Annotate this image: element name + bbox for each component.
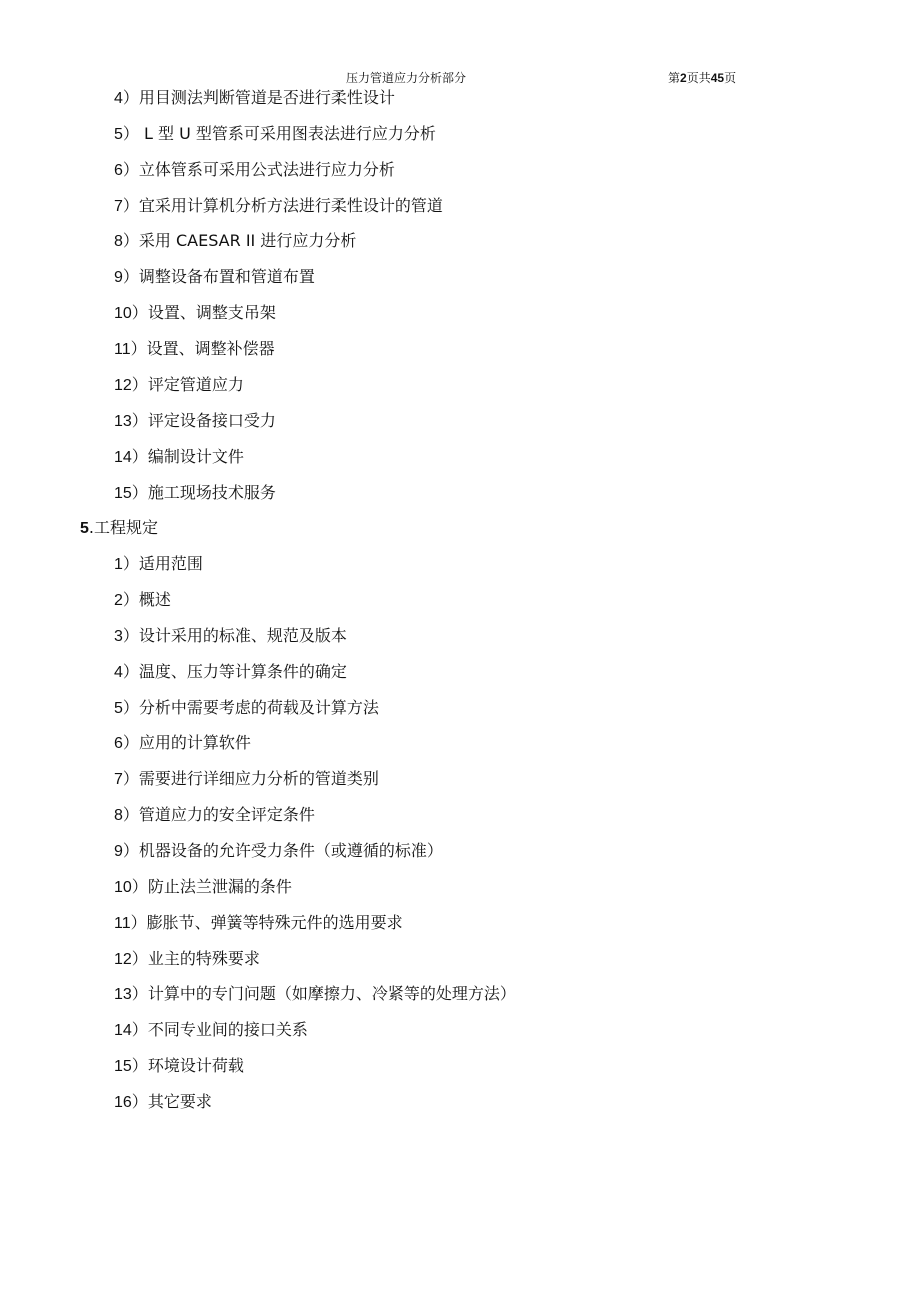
item-text: 用目测法判断管道是否进行柔性设计 [138,88,395,107]
item-number: 10） [114,879,148,896]
item-text: 不同专业间的接口关系 [147,1020,308,1039]
item-number: 9） [114,843,139,860]
list-item [114,483,276,504]
item-number: 11） [114,915,147,932]
item-text: 膨胀节、弹簧等特殊元件的选用要求 [146,913,403,932]
list-item [114,590,171,611]
item-text: 分析中需要考虑的荷载及计算方法 [138,698,379,717]
list-item [114,447,244,468]
item-number: 13） [114,413,148,430]
item-text: 概述 [138,590,171,609]
page-middle: 页共 [686,71,711,85]
item-number: 9） [114,269,139,286]
item-number: 2） [114,592,139,609]
list-item [114,626,347,647]
item-number: 10） [114,305,148,322]
item-text: 设置、调整补偿器 [146,339,275,358]
item-text: 宜采用计算机分析方法进行柔性设计的管道 [138,196,443,215]
list-item [114,160,395,181]
item-text: 温度、压力等计算条件的确定 [138,662,347,681]
item-text: 业主的特殊要求 [147,949,260,968]
list-item [114,124,436,145]
item-text: 评定设备接口受力 [147,411,276,430]
item-text: 防止法兰泄漏的条件 [147,877,292,896]
list-item [114,841,443,862]
item-number: 6） [114,162,139,179]
item-number: 3） [114,628,139,645]
page-total: 45 [710,71,725,85]
list-item [114,339,275,360]
list-item [114,769,379,790]
item-number: 13） [114,986,148,1003]
item-number: 7） [114,771,139,788]
item-number: 15） [114,1058,148,1075]
item-number: 12） [114,377,148,394]
item-number: 14） [114,449,148,466]
list-item [114,88,395,109]
list-item [114,1092,212,1113]
item-number: 5） [114,700,139,717]
item-number: 12） [114,951,148,968]
page-prefix: 第 [668,71,681,85]
item-text: 设置、调整支吊架 [147,303,276,322]
item-number: 4） [114,90,139,107]
list-item [114,411,276,432]
item-text: 设计采用的标准、规范及版本 [138,626,347,645]
list-item [114,984,516,1005]
section-title: .工程规定 [88,518,158,537]
list-item [114,267,315,288]
section-heading [80,518,158,539]
list-item [114,554,203,575]
section-number: 5 [80,520,89,537]
item-number: 5） [114,126,139,143]
item-number: 4） [114,664,139,681]
list-item [114,375,244,396]
page-header [0,69,920,87]
list-item [114,662,347,683]
item-text: 立体管系可采用公式法进行应力分析 [138,160,395,179]
list-item [114,196,443,217]
list-item [114,698,379,719]
list-item [114,733,251,754]
list-item [114,805,315,826]
header-title: 压力管道应力分析部分 [346,71,467,85]
page-suffix: 页 [724,71,737,85]
item-number: 15） [114,485,148,502]
item-text: 施工现场技术服务 [147,483,276,502]
item-text: 管道应力的安全评定条件 [138,805,315,824]
item-number: 1） [114,556,139,573]
item-text: L 型 U 型管系可采用图表法进行应力分析 [138,124,436,143]
item-number: 7） [114,198,139,215]
item-number: 16） [114,1094,148,1111]
item-text: 应用的计算软件 [138,733,251,752]
item-number: 14） [114,1022,148,1039]
item-text: 适用范围 [138,554,203,573]
item-text: 调整设备布置和管道布置 [138,267,315,286]
item-number: 6） [114,735,139,752]
page-current: 2 [680,71,687,85]
item-text: 计算中的专门问题（如摩擦力、冷紧等的处理方法） [147,984,516,1003]
item-number: 8） [114,807,139,824]
item-text: 编制设计文件 [147,447,244,466]
list-item [114,877,292,898]
list-item [114,1056,244,1077]
item-text: 评定管道应力 [147,375,244,394]
list-item [114,1020,308,1041]
item-text: 采用 CAESAR II 进行应力分析 [138,231,357,250]
item-text: 机器设备的允许受力条件（或遵循的标准） [138,841,443,860]
item-number: 8） [114,233,139,250]
list-item [114,949,260,970]
list-item [114,231,356,252]
list-item [114,913,403,934]
header-page-info [668,69,736,86]
item-number: 11） [114,341,147,358]
item-text: 需要进行详细应力分析的管道类别 [138,769,379,788]
list-item [114,303,276,324]
item-text: 其它要求 [147,1092,212,1111]
item-text: 环境设计荷载 [147,1056,244,1075]
